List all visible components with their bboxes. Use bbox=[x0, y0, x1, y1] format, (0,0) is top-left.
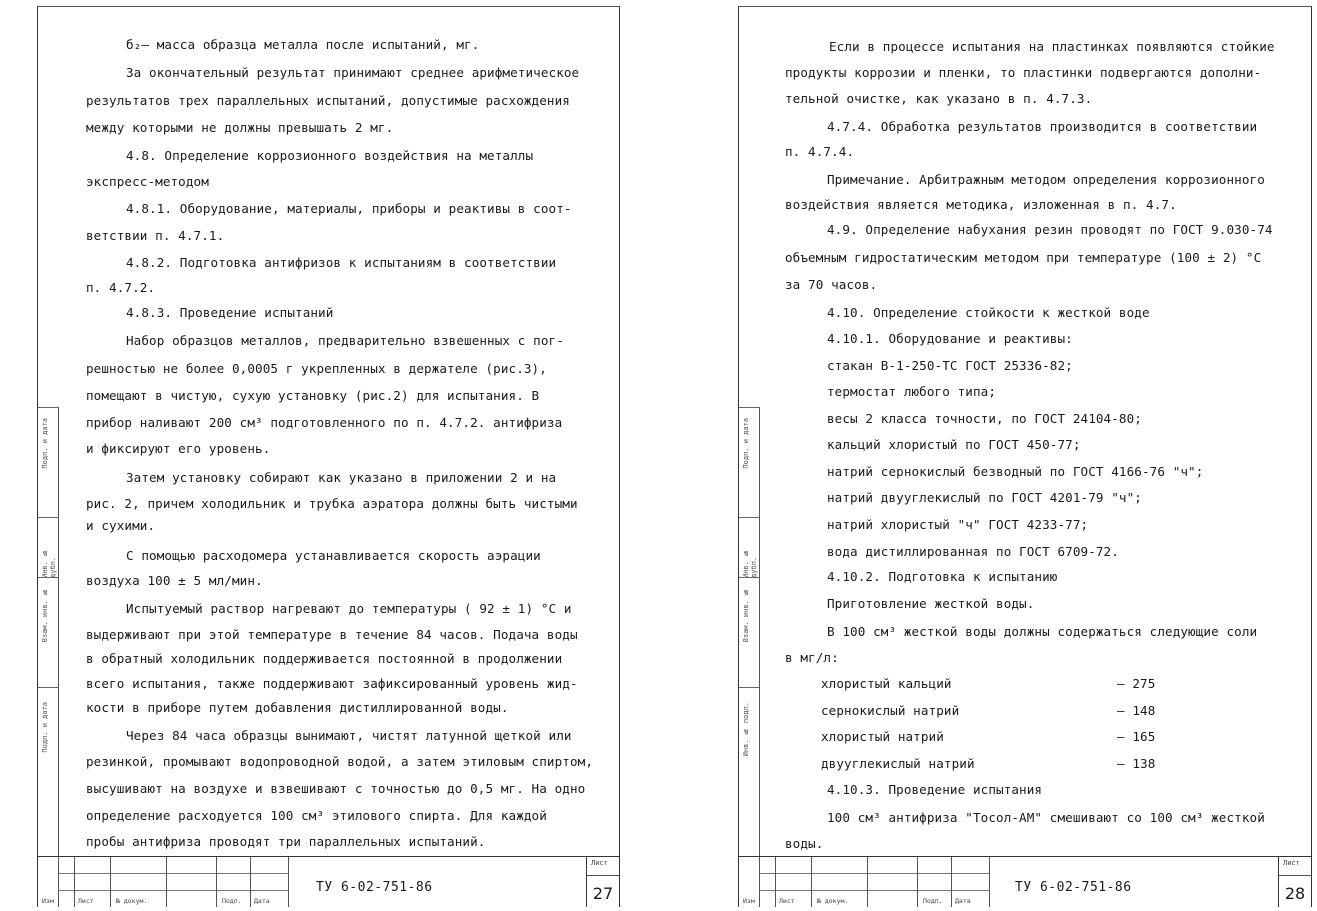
text-line: воды. bbox=[785, 836, 824, 851]
side-stamp-strip bbox=[739, 407, 760, 907]
text-line: Приготовление жесткой воды. bbox=[827, 596, 1035, 611]
side-label: Инв. № подл. bbox=[742, 702, 750, 757]
side-label: Взам. инв. № bbox=[41, 588, 49, 643]
salt-name: хлористый кальций bbox=[821, 676, 952, 691]
footer-label: Изм bbox=[743, 897, 755, 905]
text-line: натрий двууглекислый по ГОСТ 4201-79 "ч"; bbox=[827, 490, 1142, 505]
text-line: решностью не более 0,0005 г укрепленных в держателе (рис.3), bbox=[86, 361, 547, 376]
text-line: Через 84 часа образцы вынимают, чистят латунной щеткой или bbox=[126, 728, 572, 743]
text-line: кальций хлористый по ГОСТ 450-77; bbox=[827, 437, 1081, 452]
footer-label: Подп. bbox=[923, 897, 943, 905]
text-line: б₂– масса образца металла после испытаний, мг. bbox=[126, 37, 480, 52]
salt-value: – 275 bbox=[1117, 676, 1156, 691]
text-line: резинкой, промывают водопроводной водой, а затем этиловым спиртом, bbox=[86, 754, 594, 769]
text-line: 100 см³ антифриза "Тосол-АМ" смешивают со 100 см³ жесткой bbox=[827, 810, 1265, 825]
text-line: 4.8.3. Проведение испытаний bbox=[126, 305, 334, 320]
footer-label: Подп. bbox=[222, 897, 242, 905]
text-line: кости в приборе путем добавления дистиллированной воды. bbox=[86, 700, 509, 715]
text-line: натрий сернокислый безводный по ГОСТ 4166-76 "ч"; bbox=[827, 464, 1204, 479]
title-block bbox=[739, 856, 1311, 907]
text-line: Испытуемый раствор нагревают до температуры ( 92 ± 1) °С и bbox=[126, 601, 572, 616]
text-line: Если в процессе испытания на пластинках появляются стойкие bbox=[829, 39, 1275, 54]
footer-label: Лист bbox=[779, 897, 795, 905]
text-line: 4.7.4. Обработка результатов производится в соответствии bbox=[827, 119, 1258, 134]
text-line: 4.8.2. Подготовка антифризов к испытаниям в соответствии bbox=[126, 255, 557, 270]
text-line: объемным гидростатическим методом при температуре (100 ± 2) °С bbox=[785, 250, 1262, 265]
text-line: 4.8.1. Оборудование, материалы, приборы и реактивы в соот- bbox=[126, 201, 572, 216]
document-code: ТУ 6-02-751-86 bbox=[1015, 880, 1132, 895]
text-line: в обратный холодильник поддерживается постоянной в продолжении bbox=[86, 651, 563, 666]
salt-value: – 138 bbox=[1117, 756, 1156, 771]
sheet-number-box bbox=[1278, 857, 1311, 907]
text-line: всего испытания, также поддерживают зафиксированный уровень жид- bbox=[86, 676, 578, 691]
text-line: экспресс-методом bbox=[86, 174, 209, 189]
text-line: 4.9. Определение набухания резин проводят по ГОСТ 9.030-74 bbox=[827, 222, 1273, 237]
text-line: 4.10.1. Оборудование и реактивы: bbox=[827, 331, 1073, 346]
document-page-right bbox=[738, 6, 1312, 907]
footer-label: Лист bbox=[78, 897, 94, 905]
footer-label: Дата bbox=[254, 897, 270, 905]
sheet-number-box bbox=[586, 857, 619, 907]
document-page-left bbox=[37, 6, 620, 907]
text-line: 4.10.3. Проведение испытания bbox=[827, 782, 1043, 797]
sheet-label: Лист bbox=[1283, 859, 1300, 867]
text-line: вода дистиллированная по ГОСТ 6709-72. bbox=[827, 544, 1119, 559]
text-line: 4.8. Определение коррозионного воздействия на металлы bbox=[126, 148, 534, 163]
side-label: Взам. инв. № bbox=[742, 588, 750, 643]
text-line: п. 4.7.2. bbox=[86, 280, 156, 295]
footer-label: Дата bbox=[955, 897, 971, 905]
side-label: Подп. и дата bbox=[41, 702, 49, 753]
text-line: определение расходуется 100 см³ этилового спирта. Для каждой bbox=[86, 808, 547, 823]
text-line: весы 2 класса точности, по ГОСТ 24104-80; bbox=[827, 411, 1142, 426]
footer-label: № докум. bbox=[817, 897, 849, 905]
salt-value: – 165 bbox=[1117, 729, 1156, 744]
document-code: ТУ 6-02-751-86 bbox=[316, 880, 433, 895]
text-line: помещают в чистую, сухую установку (рис.2) для испытания. В bbox=[86, 388, 540, 403]
text-line: продукты коррозии и пленки, то пластинки подвергаются дополни- bbox=[785, 65, 1262, 80]
sheet-label: Лист bbox=[591, 859, 608, 867]
text-line: между которыми не должны превышать 2 мг. bbox=[86, 120, 394, 135]
sheet-number: 28 bbox=[1284, 884, 1306, 903]
footer-label: № докум. bbox=[116, 897, 148, 905]
side-label: Подп. и дата bbox=[41, 418, 49, 469]
text-line: воздействия является методика, изложенная в п. 4.7. bbox=[785, 197, 1177, 212]
side-label: Инв. № дубл. bbox=[41, 548, 57, 578]
side-label: Подп. и дата bbox=[742, 418, 750, 469]
salt-name: сернокислый натрий bbox=[821, 703, 960, 718]
title-block bbox=[38, 856, 619, 907]
text-line: пробы антифриза проводят три параллельных испытаний. bbox=[86, 834, 486, 849]
text-line: Примечание. Арбитражным методом определения коррозионного bbox=[827, 172, 1265, 187]
text-line: воздуха 100 ± 5 мл/мин. bbox=[86, 573, 263, 588]
text-line: прибор наливают 200 см³ подготовленного по п. 4.7.2. антифриза bbox=[86, 415, 563, 430]
text-line: Набор образцов металлов, предварительно взвешенных с пог- bbox=[126, 333, 564, 348]
text-line: результатов трех параллельных испытаний, допустимые расхождения bbox=[86, 93, 570, 108]
side-label: Инв. № дубл. bbox=[742, 548, 758, 578]
text-line: Затем установку собирают как указано в приложении 2 и на bbox=[126, 470, 557, 485]
text-line: термостат любого типа; bbox=[827, 384, 997, 399]
text-line: С помощью расходомера устанавливается скорость аэрации bbox=[126, 548, 541, 563]
text-line: стакан В-1-250-ТС ГОСТ 25336-82; bbox=[827, 358, 1073, 373]
salt-value: – 148 bbox=[1117, 703, 1156, 718]
text-line: п. 4.7.4. bbox=[785, 144, 855, 159]
text-line: рис. 2, причем холодильник и трубка аэратора должны быть чистыми bbox=[86, 496, 578, 511]
text-line: и сухими. bbox=[86, 518, 156, 533]
text-line: и фиксируют его уровень. bbox=[86, 441, 271, 456]
text-line: натрий хлористый "ч" ГОСТ 4233-77; bbox=[827, 517, 1089, 532]
salt-name: двууглекислый натрий bbox=[821, 756, 975, 771]
side-stamp-strip bbox=[38, 407, 59, 907]
text-line: За окончательный результат принимают среднее арифметическое bbox=[126, 65, 580, 80]
text-line: тельной очистке, как указано в п. 4.7.3. bbox=[785, 91, 1093, 106]
text-line: 4.10.2. Подготовка к испытанию bbox=[827, 569, 1058, 584]
sheet-number: 27 bbox=[592, 884, 614, 903]
text-line: за 70 часов. bbox=[785, 277, 878, 292]
text-line: В 100 см³ жесткой воды должны содержаться следующие соли bbox=[827, 624, 1258, 639]
text-line: в мг/л: bbox=[785, 650, 839, 665]
footer-label: Изм bbox=[42, 897, 54, 905]
text-line: высушивают на воздухе и взвешивают с точностью до 0,5 мг. На одно bbox=[86, 781, 586, 796]
text-line: ветствии п. 4.7.1. bbox=[86, 228, 225, 243]
text-line: выдерживают при этой температуре в течение 84 часов. Подача воды bbox=[86, 627, 578, 642]
text-line: 4.10. Определение стойкости к жесткой воде bbox=[827, 305, 1150, 320]
salt-name: хлористый натрий bbox=[821, 729, 944, 744]
